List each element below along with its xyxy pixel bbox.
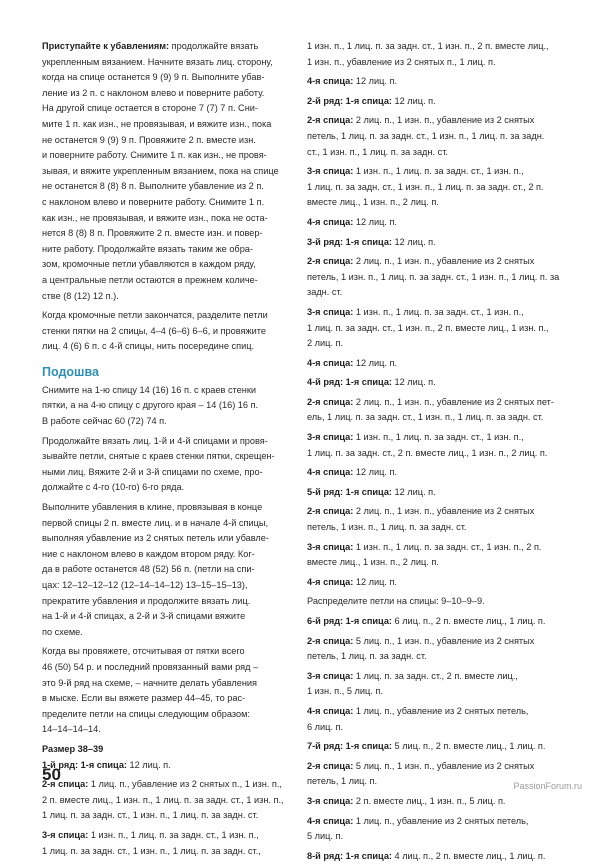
line-text: а центральные петли остаются в прежнем количе- — [42, 274, 258, 285]
bold-label: 4-й ряд: 1-я спица: — [307, 377, 392, 388]
line-text: стенки пятки на 2 спицы, 4–4 (6–6) 6–6, и провяжите — [42, 325, 266, 336]
text-line — [42, 179, 290, 195]
line-text: 12 лиц. п. — [391, 486, 436, 497]
text-line — [42, 273, 290, 289]
paragraph — [307, 485, 569, 501]
line-text: ние с наклоном влево в каждом втором ряду. Ког- — [42, 548, 255, 559]
line-text: 1 лиц. п., убавление из 2 снятых петель, — [353, 705, 529, 716]
bold-label: 7-й ряд: 1-я спица: — [307, 741, 392, 752]
line-text: 1 изн. п., 1 лиц. п. за задн. ст., 1 изн. п., — [353, 306, 524, 317]
line-text: ель, 1 лиц. п. за задн. ст., 1 изн. п., 1 лиц. п. за задн. ст. — [307, 412, 544, 423]
text-line — [307, 575, 569, 591]
line-text: это 9-й ряд на схеме, – начните делать убавления — [42, 677, 258, 688]
text-line — [42, 562, 290, 578]
line-text: 2 п. вместе лиц., 1 изн. п., 5 лиц. п. — [353, 795, 506, 806]
text-line — [42, 844, 290, 860]
line-text: 12 лиц. п. — [353, 216, 398, 227]
text-line — [307, 164, 569, 180]
text-line — [307, 55, 569, 71]
line-text: 1 изн. п., 1 лиц. п. за задн. ст., 1 изн. п., — [353, 166, 524, 177]
text-line — [307, 849, 569, 865]
paragraph — [307, 356, 569, 372]
line-text: по схеме. — [42, 626, 83, 637]
bold-label: 4-я спица: — [307, 357, 354, 368]
text-line — [307, 410, 569, 426]
text-line — [42, 465, 290, 481]
paragraph — [307, 465, 569, 481]
line-text: 12 лиц. п. — [126, 759, 171, 770]
bold-label: 2-я спица: — [307, 396, 354, 407]
text-line — [307, 720, 569, 736]
bold-label: 2-я спица: — [42, 779, 89, 790]
text-line — [42, 86, 290, 102]
text-line — [307, 215, 569, 231]
line-text: 1 лиц. п. за задн. ст., 1 изн. п., 1 лиц. п. за задн. ст., — [42, 845, 261, 856]
text-line — [42, 70, 290, 86]
line-text: зом, кромочные петли убавляются в каждом ряду, — [42, 259, 256, 270]
bold-label: 4-я спица: — [307, 216, 354, 227]
paragraph — [307, 395, 569, 426]
line-text: укрепленным вязанием. Начните вязать лиц. сторону, — [42, 56, 273, 67]
text-line — [307, 829, 569, 845]
bold-label: 3-я спица: — [307, 306, 354, 317]
paragraph — [307, 254, 569, 301]
text-line — [307, 504, 569, 520]
paragraph — [307, 634, 569, 665]
text-line — [307, 540, 569, 556]
paragraph — [307, 235, 569, 251]
paragraph — [307, 113, 569, 160]
watermark: PassionForum.ru — [513, 781, 582, 791]
text-line — [42, 531, 290, 547]
line-text: 2 п. вместе лиц., 1 изн. п., 1 лиц. п. за задн. ст., 1 изн. п., — [42, 794, 284, 805]
text-line — [307, 446, 569, 462]
line-text: На другой спице остается в стороне 7 (7) 7 п. Сни- — [42, 103, 258, 114]
bold-label: 2-я спица: — [307, 256, 354, 267]
line-text: 6 лиц. п. — [307, 721, 344, 732]
text-line — [42, 742, 290, 758]
line-text: цах: 12–12–12–12 (12–14–14–12) 13–15–15–13), — [42, 580, 248, 590]
line-text: 5 лиц. п., 1 изн. п., убавление из 2 снятых — [353, 635, 535, 646]
line-text: 1 лиц. п. за задн. ст., 1 изн. п., 1 лиц. п. за задн. ст., 2 п. — [307, 181, 544, 192]
line-text: 1 изн. п., убавление из 2 снятых п., 1 лиц. п. — [307, 56, 496, 67]
bold-label: 3-я спица: — [307, 166, 354, 177]
paragraph — [307, 849, 569, 865]
line-text: 1 лиц. п., убавление из 2 снятых п., 1 изн. п., — [88, 779, 282, 790]
paragraph — [307, 305, 569, 352]
line-text: ните работу. Продолжайте вязать таким же обра- — [42, 243, 253, 254]
line-text: не останется 9 (9) 9 п. Провяжите 2 п. вместе изн. — [42, 134, 256, 145]
text-line — [42, 644, 290, 660]
text-line — [307, 145, 569, 161]
paragraph — [42, 434, 290, 496]
line-text: ление из 2 п. с наклоном влево и поверните работу. — [42, 87, 265, 98]
text-line — [42, 308, 290, 324]
bold-label: 8-й ряд: 1-я спица: — [307, 850, 392, 861]
paragraph — [42, 500, 290, 640]
line-text: зывая, и вяжите укрепленным вязанием, пока на спице — [42, 165, 279, 176]
text-line — [42, 226, 290, 242]
paragraph — [42, 644, 290, 738]
paragraph — [42, 777, 290, 824]
paragraph — [307, 430, 569, 461]
line-text: 5 лиц. п. — [307, 831, 344, 842]
bold-label: 3-я спица: — [307, 432, 354, 443]
paragraph — [307, 164, 569, 211]
text-line — [307, 594, 569, 610]
text-line — [42, 609, 290, 625]
line-text: 12 лиц. п. — [391, 95, 436, 106]
text-line — [42, 449, 290, 465]
line-text: 12 лиц. п. — [391, 236, 436, 247]
text-line — [42, 195, 290, 211]
line-text: 2 лиц. п., 1 изн. п., убавление из 2 снятых — [353, 256, 535, 267]
text-line — [42, 339, 290, 355]
line-text: петель, 1 изн. п., 1 лиц. п. за задн. ст., 1 изн. п., 1 лиц. п. за — [307, 271, 560, 282]
line-text: 1 лиц. п. за задн. ст., 1 изн. п., 1 лиц. п. за задн. ст. — [42, 810, 259, 821]
text-line — [307, 794, 569, 810]
text-line — [307, 235, 569, 251]
paragraph — [307, 74, 569, 90]
bold-label: 2-я спица: — [307, 506, 354, 517]
text-line — [307, 465, 569, 481]
text-line — [42, 324, 290, 340]
line-text: лиц. 4 (6) 6 п. с 4-й спицы, нить посередине спиц. — [42, 341, 255, 352]
paragraph — [307, 540, 569, 571]
line-text: 1 изн. п., 1 лиц. п. за задн. ст., 1 изн. п., 2 п. вместе лиц., — [307, 41, 549, 51]
text-line — [42, 594, 290, 610]
bold-label: 4-я спица: — [307, 815, 354, 826]
paragraph — [307, 669, 569, 700]
text-line — [42, 500, 290, 516]
paragraph — [307, 39, 569, 70]
line-text: ными лиц. Вяжите 2-й и 3-й спицами по схеме, про- — [42, 466, 263, 477]
text-line — [307, 129, 569, 145]
line-text: петель, 1 лиц. п. за задн. ст. — [307, 651, 427, 662]
line-text: в мыске. Если вы вяжете размер 44–45, то рас- — [42, 693, 246, 704]
line-text: на 1-й и 4-й спицах, а 2-й и 3-й спицами вяжите — [42, 611, 246, 622]
text-line — [307, 285, 569, 301]
line-text: 1 лиц. п. за задн. ст., 2 п. вместе лиц., — [353, 670, 518, 681]
line-text: 1 изн. п., 1 лиц. п. за задн. ст., 1 изн. п., 2 п. — [353, 541, 542, 552]
line-text: 4 лиц. п., 2 п. вместе лиц., 1 лиц. п. — [391, 850, 546, 861]
line-text: задн. ст. — [307, 287, 343, 298]
text-line — [307, 254, 569, 270]
line-text: с наклоном влево и поверните работу. Снимите 1 п. — [42, 196, 265, 207]
line-text: 2 лиц. п. — [307, 338, 344, 349]
text-line — [42, 117, 290, 133]
line-text: когда на спице останется 9 (9) 9 п. Выполните убав- — [42, 72, 265, 83]
bold-label: 4-я спица: — [307, 705, 354, 716]
text-line — [307, 684, 569, 700]
text-line — [42, 55, 290, 71]
text-line — [42, 758, 290, 774]
right-column — [307, 39, 569, 868]
line-text: и поверните работу. Снимите 1 п. как изн., не провя- — [42, 150, 267, 161]
paragraph — [307, 594, 569, 610]
line-text: 1 изн. п., 1 лиц. п. за задн. ст., 1 изн. п., — [353, 432, 524, 443]
text-line — [42, 257, 290, 273]
line-text: 2 лиц. п., 1 изн. п., убавление из 2 снятых — [353, 506, 535, 517]
bold-label: 3-я спица: — [307, 670, 354, 681]
text-line — [307, 94, 569, 110]
text-line — [42, 148, 290, 164]
bold-label: 3-я спица: — [307, 541, 354, 552]
line-text: петель, 1 лиц. п. — [307, 776, 377, 787]
paragraph — [307, 504, 569, 535]
line-text: 5 лиц. п., 1 изн. п., убавление из 2 снятых — [353, 760, 535, 771]
line-text: прекратите убавления и продолжите вязать лиц. — [42, 595, 251, 606]
text-line — [42, 398, 290, 414]
text-line — [307, 704, 569, 720]
text-line — [42, 133, 290, 149]
line-text: 46 (50) 54 р. и последний провязанный вами ряд – — [42, 661, 259, 672]
text-line — [307, 321, 569, 337]
line-text: мите 1 п. как изн., не провязывая, и вяжите изн., пока — [42, 118, 272, 129]
line-text: первой спицы 2 п. вместе лиц. и в начале 4-й спицы, — [42, 517, 269, 528]
bold-label: Приступайте к убавлениям: — [42, 41, 170, 51]
line-text: 12 лиц. п. — [391, 377, 436, 388]
line-text: 12 лиц. п. — [353, 576, 398, 587]
text-line — [42, 660, 290, 676]
paragraph — [307, 704, 569, 735]
text-line — [307, 555, 569, 571]
left-column — [42, 39, 290, 863]
line-text: 1 изн. п., 1 лиц. п. за задн. ст., 1 изн. п., — [88, 829, 259, 840]
bold-label: 5-й ряд: 1-я спица: — [307, 486, 392, 497]
text-line — [42, 211, 290, 227]
line-text: не останется 8 (8) 8 п. Выполните убавление из 2 п. — [42, 181, 264, 192]
paragraph — [42, 383, 290, 430]
line-text: 12 лиц. п. — [353, 357, 398, 368]
line-text: 1 лиц. п. за задн. ст., 1 изн. п., 2 п. вместе лиц., 1 изн. п., — [307, 322, 549, 333]
text-line — [42, 39, 290, 55]
text-line — [42, 691, 290, 707]
line-text: Когда вы провяжете, отсчитывая от пятки всего — [42, 646, 245, 657]
bold-label: 1-й ряд: 1-я спица: — [42, 759, 127, 770]
text-line — [307, 336, 569, 352]
line-text: да в работе останется 48 (52) 56 п. (петли на спи- — [42, 564, 255, 575]
text-line — [42, 777, 290, 793]
bold-label: 6-й ряд: 1-я спица: — [307, 616, 392, 626]
line-text: 14–14–14–14. — [42, 724, 101, 735]
text-line — [42, 808, 290, 824]
bold-label: 2-й ряд: 1-я спица: — [307, 95, 392, 106]
text-line — [42, 722, 290, 738]
text-line — [307, 634, 569, 650]
bold-label: 2-я спица: — [307, 115, 354, 126]
line-text: зывайте петли, снятые с краев стенки пятки, скрещен- — [42, 451, 275, 462]
paragraph — [307, 215, 569, 231]
text-line — [42, 828, 290, 844]
text-line — [307, 759, 569, 775]
line-text: 5 лиц. п., 2 п. вместе лиц., 1 лиц. п. — [391, 741, 546, 752]
text-line — [42, 383, 290, 399]
bold-label: 2-я спица: — [307, 635, 354, 646]
text-line — [42, 516, 290, 532]
text-line — [307, 113, 569, 129]
bold-label: 2-я спица: — [307, 760, 354, 771]
paragraph — [42, 828, 290, 859]
text-line — [307, 485, 569, 501]
line-text: В работе сейчас 60 (72) 74 п. — [42, 416, 167, 427]
line-text: 12 лиц. п. — [353, 76, 398, 87]
line-text: должайте с 4-го (10-го) 6-го ряда. — [42, 482, 185, 493]
section-heading: Подошва — [42, 364, 99, 379]
bold-label: 4-я спица: — [307, 76, 354, 87]
bold-label: Размер 38–39 — [42, 743, 104, 754]
text-line — [42, 625, 290, 641]
text-line — [307, 395, 569, 411]
text-line — [42, 793, 290, 809]
text-line — [42, 578, 290, 594]
paragraph — [42, 742, 290, 773]
page-number: 50 — [42, 765, 61, 784]
text-line — [42, 242, 290, 258]
paragraph — [307, 739, 569, 755]
line-text: Распределите петли на спицы: 9–10–9–9. — [307, 596, 485, 607]
line-text: стве (8 (12) 12 п.). — [42, 290, 119, 301]
line-text: пятки, а на 4-ю спицу с другого края – 14 (16) 16 п. — [42, 400, 259, 411]
text-line — [307, 739, 569, 755]
text-line — [307, 814, 569, 830]
text-line — [307, 305, 569, 321]
line-text: петель, 1 изн. п., 1 лиц. п. за задн. ст. — [307, 522, 467, 533]
paragraph — [307, 94, 569, 110]
line-text: Продолжайте вязать лиц. 1-й и 4-й спицами и провя- — [42, 435, 268, 446]
line-text: 6 лиц. п., 2 п. вместе лиц., 1 лиц. п. — [391, 616, 546, 626]
bold-label: 4-я спица: — [307, 576, 354, 587]
line-text: продолжайте вязать — [169, 41, 259, 51]
text-line — [42, 480, 290, 496]
bold-label: 3-й ряд: 1-я спица: — [307, 236, 392, 247]
text-line — [307, 669, 569, 685]
line-text: петель, 1 лиц. п. за задн. ст., 1 изн. п., 1 лиц. п. за задн. — [307, 130, 545, 141]
paragraph — [307, 794, 569, 810]
text-line — [307, 180, 569, 196]
text-line — [42, 164, 290, 180]
text-line — [307, 520, 569, 536]
text-line — [42, 676, 290, 692]
line-text: вместе лиц., 1 изн. п., 2 лиц. п. — [307, 197, 439, 208]
line-text: вместе лиц., 1 изн. п., 2 лиц. п. — [307, 557, 439, 568]
text-line — [307, 430, 569, 446]
paragraph — [307, 614, 569, 630]
paragraph — [307, 375, 569, 391]
text-line — [307, 195, 569, 211]
text-line — [42, 414, 290, 430]
line-text: ст., 1 изн. п., 1 лиц. п. за задн. ст. — [307, 146, 448, 157]
line-text: нется 8 (8) 8 п. Провяжите 2 п. вместе изн. и повер- — [42, 228, 263, 239]
text-line — [307, 614, 569, 630]
paragraph — [42, 308, 290, 355]
text-line — [307, 270, 569, 286]
line-text: выполняя убавление из 2 снятых петель или убавле- — [42, 533, 269, 544]
line-text: пределите петли на спицы следующим образом: — [42, 708, 250, 719]
bold-label: 4-я спица: — [307, 467, 354, 478]
line-text: 1 изн. п., 5 лиц. п. — [307, 686, 383, 697]
paragraph — [42, 39, 290, 304]
line-text: как изн., не провязывая, и вяжите изн., пока не оста- — [42, 212, 268, 223]
line-text: Снимите на 1-ю спицу 14 (16) 16 п. с краев стенки — [42, 384, 256, 395]
text-line — [42, 289, 290, 305]
text-line — [307, 375, 569, 391]
line-text: Выполните убавления в клине, провязывая в конце — [42, 502, 263, 513]
text-line — [42, 434, 290, 450]
line-text: 1 лиц. п. за задн. ст., 2 п. вместе лиц., 1 изн. п., 2 лиц. п. — [307, 447, 548, 458]
bold-label: 3-я спица: — [307, 795, 354, 806]
text-line — [42, 707, 290, 723]
line-text: 2 лиц. п., 1 изн. п., убавление из 2 снятых — [353, 115, 535, 126]
text-line — [307, 39, 569, 55]
line-text: 2 лиц. п., 1 изн. п., убавление из 2 снятых пет- — [353, 396, 554, 407]
paragraph — [307, 575, 569, 591]
text-line — [42, 101, 290, 117]
text-line — [307, 649, 569, 665]
bold-label: 3-я спица: — [42, 829, 89, 840]
line-text: 1 лиц. п., убавление из 2 снятых петель, — [353, 815, 529, 826]
text-line — [307, 74, 569, 90]
text-line — [307, 356, 569, 372]
line-text: 12 лиц. п. — [353, 467, 398, 478]
paragraph — [307, 814, 569, 845]
line-text: Когда кромочные петли закончатся, разделите петли — [42, 310, 268, 321]
text-line — [42, 547, 290, 563]
